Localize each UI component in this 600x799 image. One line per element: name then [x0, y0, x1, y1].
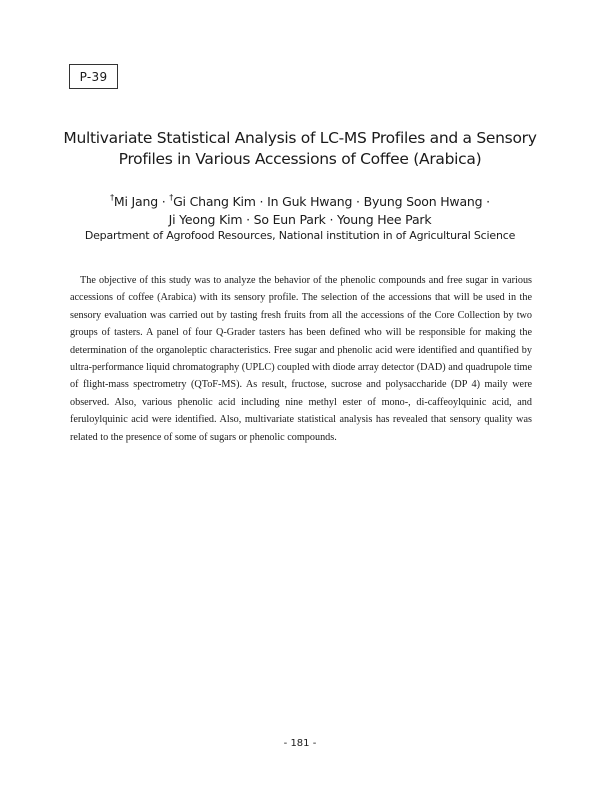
paper-title: Multivariate Statistical Analysis of LC-MS Profiles and a Sensory Profiles in Various Accessions of Coffee (Arabica): [63, 129, 537, 168]
author-line-1-part-b: Gi Chang Kim · In Guk Hwang · Byung Soon Hwang ·: [173, 194, 490, 209]
author-line-2: Ji Yeong Kim · So Eun Park · Young Hee Park: [168, 212, 432, 227]
poster-id: P-39: [79, 69, 108, 84]
page-number: - 181 -: [283, 738, 317, 749]
author-line-1-part-a: Mi Jang ·: [113, 194, 170, 209]
author-line-1: [40, 189, 560, 211]
poster-id-box: [69, 64, 118, 89]
abstract-text: The objective of this study was to analyze the behavior of the phenolic compounds and free sugar in various accessions of coffee (Arabica) with its sensory profile. The selection of the accessions that will be used in the sensory evaluation was carried out by tasting fresh fruits from all the accessions of the Core Collection by two groups of tasters. A panel of four Q-Grader tasters has been defined who will be responsible for making the determination of the organoleptic characteristics. Free sugar and phenolic acid were identified and quantified by ultra-performance liquid chromatography (UPLC) coupled with diode array detector (DAD) and quadrupole time of flight-mass spectrometry (QToF-MS). As result, fructose, sucrose and polysaccharide (DP 4) maily were observed. Also, various phenolic acid including nine methyl ester of mono-, di-caffeoylquinic acid, and feruloylquinic acid were identified. Also, multivariate statistical analysis has revealed that sensory quality was related to the presence of some of sugars or phenolic compounds.: [70, 275, 532, 443]
corresponding-marker-2: †: [169, 193, 174, 202]
corresponding-marker: †: [110, 193, 114, 202]
affiliation: Department of Agrofood Resources, National institution in of Agricultural Science: [84, 229, 516, 242]
author-list: [40, 189, 560, 229]
